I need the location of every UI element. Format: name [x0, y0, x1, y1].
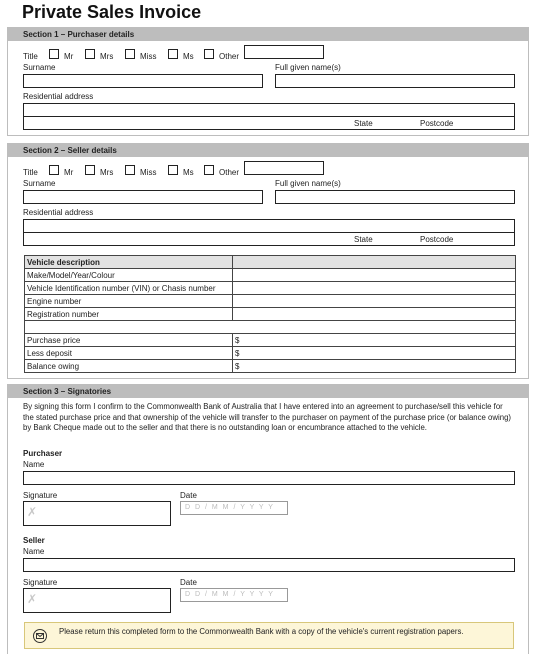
- vehicle-table-header: [25, 256, 516, 269]
- postcode-label: Postcode: [420, 119, 454, 128]
- vehicle-engine-label: Engine number: [25, 295, 233, 308]
- balance-owing-input[interactable]: $: [233, 360, 516, 373]
- title-other-checkbox[interactable]: [204, 49, 214, 59]
- vehicle-make-label: Make/Model/Year/Colour: [25, 269, 233, 282]
- postcode-label: Postcode: [420, 235, 454, 244]
- vehicle-registration-label: Registration number: [25, 308, 233, 321]
- title-ms-label: Ms: [183, 52, 194, 61]
- vehicle-make-input[interactable]: [233, 269, 516, 282]
- state-label: State: [354, 119, 373, 128]
- table-row: [25, 282, 516, 295]
- title-miss-label: Miss: [140, 52, 157, 61]
- vehicle-registration-input[interactable]: [233, 308, 516, 321]
- title-mr-checkbox[interactable]: [49, 165, 59, 175]
- balance-owing-label: Balance owing: [25, 360, 233, 373]
- purchaser-signature-label: Signature: [23, 491, 58, 500]
- section-seller-details: [7, 143, 529, 379]
- purchaser-date-placeholder: D D / M M / Y Y Y Y: [185, 504, 275, 511]
- purchaser-signature-box[interactable]: [23, 501, 171, 526]
- less-deposit-label: Less deposit: [25, 347, 233, 360]
- table-row: [25, 269, 516, 282]
- notice-text: Please return this completed form to the Commonwealth Bank with a copy of the vehicle's current registration papers.: [59, 627, 464, 636]
- seller-date-placeholder: D D / M M / Y Y Y Y: [185, 591, 275, 598]
- title-mrs-checkbox[interactable]: [85, 165, 95, 175]
- vehicle-vin-input[interactable]: [233, 282, 516, 295]
- vehicle-engine-input[interactable]: [233, 295, 516, 308]
- title-mr-label: Mr: [64, 52, 74, 61]
- vehicle-blank-row: [25, 321, 516, 334]
- title-miss-checkbox[interactable]: [125, 49, 135, 59]
- vehicle-table: [24, 255, 516, 373]
- address-input-line1[interactable]: [23, 103, 515, 117]
- title-miss-label: Miss: [140, 168, 157, 177]
- title-other-label: Other: [219, 168, 240, 177]
- table-row: [25, 321, 516, 334]
- title-mr-label: Mr: [64, 168, 74, 177]
- title-label: Title: [23, 168, 38, 177]
- declaration-text: By signing this form I confirm to the Commonwealth Bank of Australia that I have entered into an agreement to purchase/sell this vehicle for the stated purchase price and that ownership of the vehicle will transfer to the purchaser on payment of the purchase price (or balance owing) by Bank Cheque made out to the seller and that there is no outstanding loan or encumbrance attached to the vehicle.: [23, 402, 512, 432]
- vehicle-header-label: Vehicle description: [25, 256, 233, 269]
- seller-sign-here-mark: ✗: [27, 592, 38, 606]
- address-label: Residential address: [23, 92, 94, 101]
- purchase-price-input[interactable]: $: [233, 334, 516, 347]
- title-other-input[interactable]: [244, 161, 324, 175]
- given-names-input[interactable]: [275, 190, 515, 204]
- seller-name-input[interactable]: [23, 558, 515, 572]
- purchaser-name-input[interactable]: [23, 471, 515, 485]
- purchaser-date-label: Date: [180, 491, 197, 500]
- seller-signature-box[interactable]: [23, 588, 171, 613]
- table-row: [25, 295, 516, 308]
- given-names-label: Full given name(s): [275, 179, 341, 188]
- address-label: Residential address: [23, 208, 94, 217]
- table-row: [25, 308, 516, 321]
- purchaser-name-label: Name: [23, 460, 45, 469]
- surname-label: Surname: [23, 179, 56, 188]
- title-mrs-label: Mrs: [100, 52, 114, 61]
- title-ms-label: Ms: [183, 168, 194, 177]
- purchaser-heading: Purchaser: [23, 449, 63, 458]
- table-row: [25, 360, 516, 373]
- table-row: [25, 347, 516, 360]
- section-purchaser-details: [7, 27, 529, 136]
- surname-input[interactable]: [23, 74, 263, 88]
- title-mr-checkbox[interactable]: [49, 49, 59, 59]
- purchaser-sign-here-mark: ✗: [27, 505, 38, 519]
- document-title: Private Sales Invoice: [22, 2, 202, 22]
- state-label: State: [354, 235, 373, 244]
- vehicle-header-value: [233, 256, 516, 269]
- title-miss-checkbox[interactable]: [125, 165, 135, 175]
- vehicle-vin-label: Vehicle Identification number (VIN) or Chasis number: [25, 282, 233, 295]
- title-other-checkbox[interactable]: [204, 165, 214, 175]
- seller-name-label: Name: [23, 547, 45, 556]
- section-heading: Section 3 – Signatories: [8, 385, 528, 398]
- table-row: [25, 334, 516, 347]
- title-other-input[interactable]: [244, 45, 324, 59]
- surname-input[interactable]: [23, 190, 263, 204]
- title-mrs-label: Mrs: [100, 168, 114, 177]
- surname-label: Surname: [23, 63, 56, 72]
- seller-date-label: Date: [180, 578, 197, 587]
- section-heading: Section 1 – Purchaser details: [8, 28, 528, 41]
- seller-heading: Seller: [23, 536, 45, 545]
- section-signatories: [7, 384, 529, 654]
- title-other-label: Other: [219, 52, 240, 61]
- section-heading: Section 2 – Seller details: [8, 144, 528, 157]
- title-mrs-checkbox[interactable]: [85, 49, 95, 59]
- mail-icon: [33, 629, 47, 643]
- seller-signature-label: Signature: [23, 578, 58, 587]
- given-names-label: Full given name(s): [275, 63, 341, 72]
- return-notice: [24, 622, 514, 649]
- title-ms-checkbox[interactable]: [168, 49, 178, 59]
- title-label: Title: [23, 52, 38, 61]
- less-deposit-input[interactable]: $: [233, 347, 516, 360]
- title-ms-checkbox[interactable]: [168, 165, 178, 175]
- given-names-input[interactable]: [275, 74, 515, 88]
- purchase-price-label: Purchase price: [25, 334, 233, 347]
- address-input-line1[interactable]: [23, 219, 515, 233]
